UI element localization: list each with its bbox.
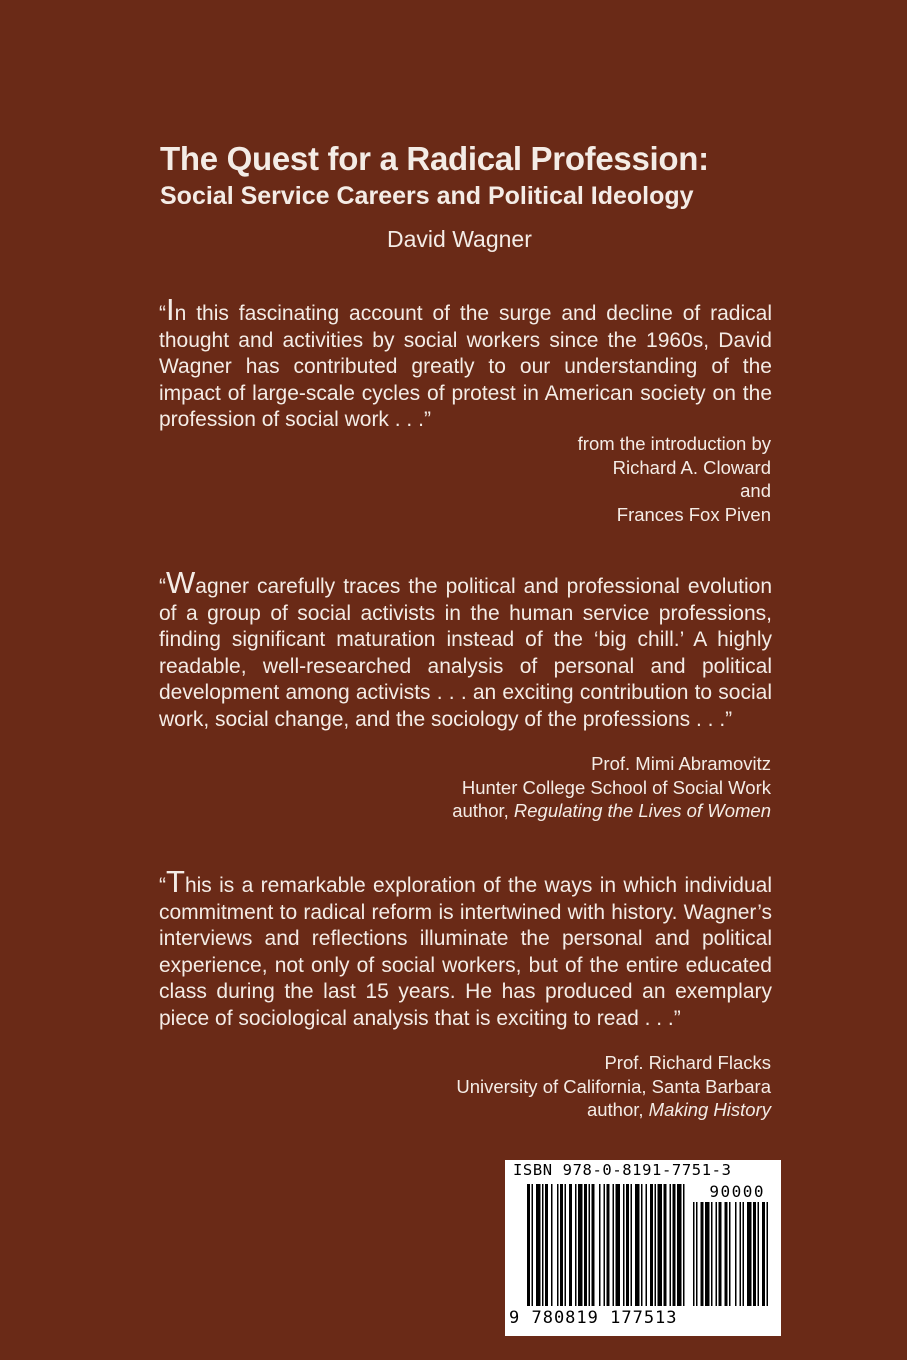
- addon-bar: [725, 1202, 728, 1306]
- addon-bar: [711, 1202, 713, 1306]
- attribution-book: author, Making History: [586, 1099, 771, 1120]
- drop-cap: W: [166, 565, 196, 600]
- book-title-italic: Making History: [648, 1099, 771, 1120]
- addon-bar: [743, 1202, 745, 1306]
- barcode-bar: [569, 1184, 572, 1306]
- addon-bar: [719, 1202, 722, 1306]
- barcode-bar: [592, 1184, 595, 1306]
- price-code: 90000: [709, 1182, 765, 1201]
- attribution-book: author, Regulating the Lives of Women: [452, 800, 771, 821]
- quote-text: n this fascinating account of the surge and decline of radical thought and activities by social workers since the 1960s, David Wagner has contributed greatly to our understanding of the impact of large-scale cycles of protest in American society on the profession of social work . . .”: [159, 302, 772, 431]
- barcode-bar: [527, 1184, 530, 1306]
- addon-bar: [716, 1202, 718, 1306]
- attribution-line: and: [740, 480, 771, 501]
- blurb-attribution-2: [321, 752, 771, 823]
- barcode-bar: [599, 1184, 601, 1306]
- barcode-bars: [505, 1180, 781, 1310]
- attribution-line: Hunter College School of Social Work: [461, 776, 771, 798]
- barcode-bar: [578, 1184, 583, 1306]
- book-subtitle: Social Service Careers and Political Ideology: [160, 182, 694, 210]
- addon-bar: [693, 1202, 695, 1306]
- barcode-bar: [560, 1184, 563, 1306]
- addon-bar: [735, 1202, 737, 1306]
- barcode-bar: [565, 1184, 567, 1306]
- barcode-bar: [575, 1184, 577, 1306]
- addon-bar: [747, 1202, 752, 1306]
- barcode-bar: [613, 1184, 615, 1306]
- barcode-bar: [673, 1184, 676, 1306]
- barcode-bar: [551, 1184, 553, 1306]
- barcode-bar: [545, 1184, 548, 1306]
- blurb-quote-3: [159, 864, 772, 1032]
- open-quote-mark: “: [159, 302, 166, 325]
- blurb-attribution-1: [321, 432, 771, 526]
- barcode-bar: [631, 1184, 633, 1306]
- attribution-line: from the introduction by: [577, 433, 771, 454]
- blurb-quote-1: [159, 292, 772, 434]
- addon-bar: [758, 1202, 760, 1306]
- blurb-quote-2: [159, 565, 772, 733]
- addon-bar: [729, 1202, 731, 1306]
- book-title-italic: Regulating the Lives of Women: [513, 800, 771, 821]
- blurb-attribution-3: [321, 1051, 771, 1122]
- barcode-bar: [677, 1184, 682, 1306]
- barcode-bar: [616, 1184, 621, 1306]
- open-quote-mark: “: [159, 575, 166, 598]
- attribution-line: Frances Fox Piven: [616, 503, 771, 525]
- addon-bar: [705, 1202, 710, 1306]
- open-quote-mark: “: [159, 874, 166, 897]
- addon-bar: [740, 1202, 742, 1306]
- barcode-bar: [650, 1184, 653, 1306]
- isbn-barcode: [505, 1160, 781, 1336]
- ean-digits: 9 780819 177513: [509, 1308, 678, 1328]
- drop-cap: I: [166, 292, 175, 327]
- barcode-bar: [635, 1184, 640, 1306]
- barcode-bar: [536, 1184, 541, 1306]
- drop-cap: T: [166, 864, 185, 899]
- barcode-bar: [670, 1184, 672, 1306]
- barcode-bar: [658, 1184, 663, 1306]
- addon-bar: [701, 1202, 704, 1306]
- quote-text: his is a remarkable exploration of the ways in which individual commitment to radical reform is intertwined with history. Wagner’s interviews and reflections illuminate the personal and political experience, not only of social workers, but of the entire educated class during the last 15 years. He has produced an exemplary piece of sociological analysis that is exciting to read . . .”: [159, 874, 772, 1030]
- barcode-bar: [532, 1184, 534, 1306]
- barcode-bar: [683, 1184, 685, 1306]
- barcode-bar: [607, 1184, 610, 1306]
- barcode-bar: [584, 1184, 587, 1306]
- isbn-number: ISBN 978-0-8191-7751-3: [513, 1161, 732, 1179]
- attribution-line: Prof. Richard Flacks: [604, 1052, 771, 1073]
- barcode-bar: [542, 1184, 544, 1306]
- barcode-bar: [655, 1184, 657, 1306]
- quote-text: agner carefully traces the political and professional evolution of a group of social activists in the human service professions, finding significant maturation instead of the ‘big chill.’ A highly readable, well-researched analysis of personal and political development among activists . . . an exciting contribution to social work, social change, and the sociology of the professions . . .”: [159, 575, 772, 731]
- attribution-line: University of California, Santa Barbara: [456, 1075, 771, 1097]
- attribution-line: Richard A. Cloward: [612, 456, 771, 478]
- book-author: David Wagner: [387, 226, 532, 252]
- addon-bar: [753, 1202, 756, 1306]
- barcode-bar: [641, 1184, 643, 1306]
- barcode-bar: [589, 1184, 591, 1306]
- book-title: The Quest for a Radical Profession:: [160, 140, 709, 177]
- addon-bar: [696, 1202, 698, 1306]
- barcode-bar: [604, 1184, 606, 1306]
- barcode-bar: [557, 1184, 559, 1306]
- attribution-line: Prof. Mimi Abramovitz: [591, 753, 771, 774]
- barcode-bar: [626, 1184, 629, 1306]
- addon-bar: [767, 1202, 769, 1306]
- barcode-bar: [646, 1184, 648, 1306]
- barcode-bar: [623, 1184, 625, 1306]
- barcode-bar: [664, 1184, 667, 1306]
- addon-bar: [762, 1202, 765, 1306]
